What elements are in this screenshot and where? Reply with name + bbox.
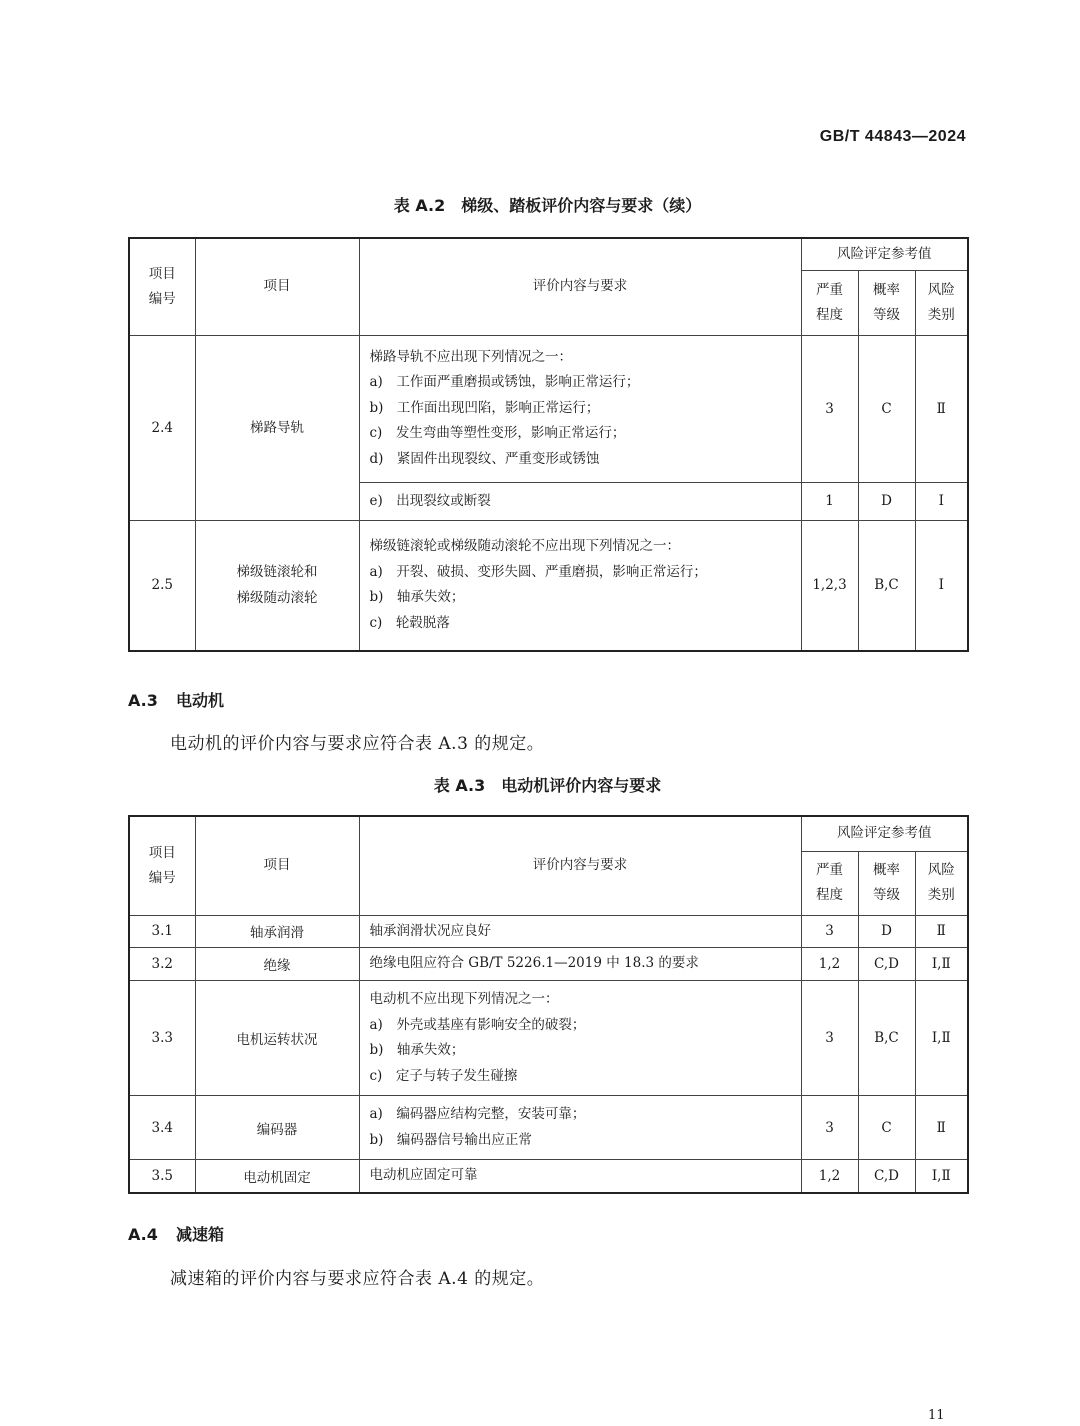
table-a3-body — [129, 915, 968, 1193]
item-number: 3.2 — [129, 948, 195, 981]
risk-class-value: Ⅰ,Ⅱ — [915, 981, 968, 1096]
header-requirement: 评价内容与要求 — [359, 816, 801, 915]
header-item: 项目 — [195, 816, 359, 915]
item-name: 绝缘 — [195, 948, 359, 981]
severity-value: 3 — [801, 1096, 858, 1160]
probability-value: C — [858, 335, 915, 482]
risk-class-value: Ⅱ — [915, 1096, 968, 1160]
risk-class-value: Ⅰ,Ⅱ — [915, 1160, 968, 1193]
table-row — [129, 948, 968, 981]
item-name: 梯路导轨 — [195, 335, 359, 521]
severity-value: 1,2 — [801, 1160, 858, 1193]
header-requirement: 评价内容与要求 — [359, 238, 801, 335]
severity-value: 3 — [801, 335, 858, 482]
probability-value: C,D — [858, 948, 915, 981]
risk-class-value: Ⅰ,Ⅱ — [915, 948, 968, 981]
severity-value: 1,2,3 — [801, 521, 858, 651]
risk-class-value: Ⅰ — [915, 482, 968, 521]
header-risk-reference: 风险评定参考值 — [801, 816, 968, 851]
item-number: 3.1 — [129, 915, 195, 948]
table-row — [129, 981, 968, 1096]
header-item-no: 项目 编号 — [129, 816, 195, 915]
probability-value: D — [858, 915, 915, 948]
severity-value: 3 — [801, 915, 858, 948]
table-row — [129, 1096, 968, 1160]
header-risk-reference: 风险评定参考值 — [801, 238, 968, 270]
severity-value: 3 — [801, 981, 858, 1096]
item-number: 3.3 — [129, 981, 195, 1096]
header-probability: 概率 等级 — [858, 851, 915, 915]
item-name: 电动机固定 — [195, 1160, 359, 1193]
section-a4-paragraph: 减速箱的评价内容与要求应符合表 A.4 的规定。 — [170, 1269, 545, 1289]
item-number: 2.5 — [129, 521, 195, 651]
item-number: 3.5 — [129, 1160, 195, 1193]
risk-class-value: Ⅱ — [915, 915, 968, 948]
probability-value: B,C — [858, 521, 915, 651]
table-a2-title: 表 A.2 梯级、踏板评价内容与要求（续） — [393, 196, 702, 215]
section-a4-heading: A.4 减速箱 — [128, 1225, 225, 1244]
probability-value: C,D — [858, 1160, 915, 1193]
page-number: 11 — [928, 1408, 945, 1423]
severity-value: 1 — [801, 482, 858, 521]
probability-value: C — [858, 1096, 915, 1160]
requirement-cell: 轴承润滑状况应良好 — [359, 915, 801, 948]
table-a2-body — [129, 335, 968, 651]
header-item: 项目 — [195, 238, 359, 335]
item-name: 编码器 — [195, 1096, 359, 1160]
requirement-cell: 梯路导轨不应出现下列情况之一： a) 工作面严重磨损或锈蚀，影响正常运行； b) 工作面出现凹陷，影响正常运行； c) 发生弯曲等塑性变形，影响正常运行； d) 紧固件出现裂纹、严重变形或锈蚀 — [359, 335, 801, 482]
severity-value: 1,2 — [801, 948, 858, 981]
requirement-cell: 梯级链滚轮或梯级随动滚轮不应出现下列情况之一： a) 开裂、破损、变形失圆、严重磨损，影响正常运行； b) 轴承失效； c) 轮毂脱落 — [359, 521, 801, 651]
probability-value: B,C — [858, 981, 915, 1096]
table-row — [129, 335, 968, 482]
header-item-no: 项目 编号 — [129, 238, 195, 335]
requirement-cell: e) 出现裂纹或断裂 — [359, 482, 801, 521]
document-code: GB/T 44843—2024 — [819, 128, 966, 145]
section-a3-heading: A.3 电动机 — [128, 691, 225, 710]
header-probability: 概率 等级 — [858, 270, 915, 335]
table-a2 — [128, 237, 969, 652]
item-name: 轴承润滑 — [195, 915, 359, 948]
table-row — [129, 915, 968, 948]
requirement-cell: 绝缘电阻应符合 GB/T 5226.1—2019 中 18.3 的要求 — [359, 948, 801, 981]
probability-value: D — [858, 482, 915, 521]
section-a3-paragraph: 电动机的评价内容与要求应符合表 A.3 的规定。 — [170, 734, 545, 754]
table-a3-title: 表 A.3 电动机评价内容与要求 — [433, 776, 662, 795]
requirement-cell: 电动机应固定可靠 — [359, 1160, 801, 1193]
risk-class-value: Ⅰ — [915, 521, 968, 651]
item-number: 2.4 — [129, 335, 195, 521]
header-risk-class: 风险 类别 — [915, 851, 968, 915]
table-a3 — [128, 815, 969, 1194]
requirement-cell: 电动机不应出现下列情况之一： a) 外壳或基座有影响安全的破裂； b) 轴承失效； c) 定子与转子发生碰擦 — [359, 981, 801, 1096]
item-number: 3.4 — [129, 1096, 195, 1160]
item-name: 电机运转状况 — [195, 981, 359, 1096]
header-risk-class: 风险 类别 — [915, 270, 968, 335]
requirement-cell: a) 编码器应结构完整，安装可靠； b) 编码器信号输出应正常 — [359, 1096, 801, 1160]
risk-class-value: Ⅱ — [915, 335, 968, 482]
header-severity: 严重 程度 — [801, 270, 858, 335]
header-severity: 严重 程度 — [801, 851, 858, 915]
table-row — [129, 1160, 968, 1193]
item-name: 梯级链滚轮和 梯级随动滚轮 — [195, 521, 359, 651]
table-row — [129, 521, 968, 651]
